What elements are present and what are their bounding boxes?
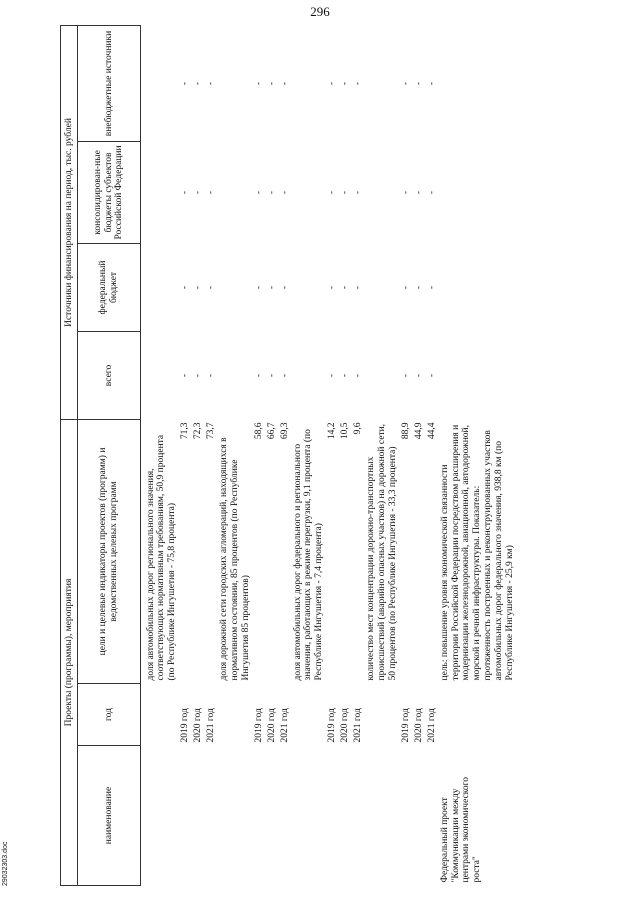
row-total: - (327, 373, 338, 378)
row-value: 71,3 (180, 422, 191, 440)
row-regional: - (266, 190, 277, 195)
row-value: 69,3 (279, 422, 290, 440)
row-total: - (426, 373, 437, 378)
row-total: - (413, 373, 424, 378)
row-extra: - (193, 81, 204, 86)
table-row (292, 25, 327, 885)
table-row (145, 25, 180, 885)
row-value: 44,9 (413, 422, 424, 440)
row-federal: - (413, 285, 424, 290)
row-total: - (279, 373, 290, 378)
row-year: 2019 год (180, 708, 191, 743)
row-regional: - (206, 190, 217, 195)
row-federal: - (180, 285, 191, 290)
table-row (426, 25, 439, 885)
header-col-extra: внебюджетные источники (78, 25, 141, 141)
row-total: - (193, 373, 204, 378)
table-row (326, 25, 339, 885)
row-total: - (266, 373, 277, 378)
header-col-name: наименование (78, 746, 141, 886)
table-row (365, 25, 400, 885)
table-row (179, 25, 192, 885)
page-number: 296 (310, 4, 330, 19)
row-federal: - (266, 285, 277, 290)
row-extra: - (279, 81, 290, 86)
row-regional: - (279, 190, 290, 195)
row-federal: - (400, 285, 411, 290)
row-extra: - (426, 81, 437, 86)
table-row (339, 25, 352, 885)
header-col-regional: консолидирован-ные бюджеты субъектов Российской Федерации (78, 141, 141, 243)
row-federal: - (327, 285, 338, 290)
row-extra: - (206, 81, 217, 86)
table-row (400, 25, 413, 885)
final-goal: цель: повышение уровня экономической связанности территории Российской Федерации посредством расширения и модернизации железнодорожной, авиационной, автодорожной, морской и речной инфраструктуры. Показатель: протяженность построенных и реконструированных участков автомобильных дорог федерального значения, 938,8 км (по Республике Ингушетия - 25,9 км) (439, 424, 516, 681)
row-goal: доля автомобильных дорог регионального значения, соответствующих нормативным требованиям, 50,9 процента (по Республике Ингушетия - 75,8 процента) (145, 434, 178, 681)
header-group-funding: Источники финансирования на период, тыс. рублей (61, 25, 78, 419)
funding-table (60, 25, 517, 886)
row-goal: количество мест концентрации дорожно-транспортных происшествий (аварийно опасных участков) на дорожной сети, 50 процентов (по Республике Ингушетия - 33,3 процента) (366, 423, 398, 681)
row-value: 72,3 (193, 422, 204, 440)
row-year: 2021 год (279, 708, 290, 743)
row-value: 66,7 (266, 422, 277, 440)
row-total: - (253, 373, 264, 378)
table-row (279, 25, 292, 885)
row-regional: - (180, 190, 191, 195)
row-regional: - (413, 190, 424, 195)
row-federal: - (426, 285, 437, 290)
row-year: 2020 год (266, 708, 277, 743)
row-value: 73,7 (206, 422, 217, 440)
row-total: - (180, 373, 191, 378)
row-total: - (206, 373, 217, 378)
row-total: - (353, 373, 364, 378)
row-goal: доля дорожной сети городских агломераций, находящихся в нормативном состоянии, 85 процентов (по Республике Ингушетия 85 процентов) (219, 437, 251, 681)
row-year (292, 684, 327, 746)
table-body (141, 25, 518, 885)
table-row (253, 25, 266, 885)
row-extra: - (266, 81, 277, 86)
row-year: 2021 год (206, 708, 217, 743)
row-value: 9,6 (353, 422, 364, 435)
row-year: 2020 год (340, 708, 351, 743)
row-value: 58,6 (253, 422, 264, 440)
row-year: 2020 год (193, 708, 204, 743)
row-year: 2021 год (426, 708, 437, 743)
table-row (192, 25, 205, 885)
row-year: 2019 год (327, 708, 338, 743)
row-federal: - (206, 285, 217, 290)
row-value: 14,2 (327, 422, 338, 440)
row-regional: - (400, 190, 411, 195)
row-total: - (340, 373, 351, 378)
row-regional: - (327, 190, 338, 195)
row-regional: - (340, 190, 351, 195)
row-year (145, 684, 180, 746)
row-regional: - (353, 190, 364, 195)
row-regional: - (426, 190, 437, 195)
row-value: 88,9 (400, 422, 411, 440)
footer-filename: 29032303.doc (2, 841, 9, 886)
row-regional: - (253, 190, 264, 195)
table-row (266, 25, 279, 885)
row-extra: - (180, 81, 191, 86)
header-group-projects: Проекты (программы), мероприятия (61, 419, 78, 885)
row-goal: доля автомобильных дорог федерального и регионального значения, работающих в режиме перегрузки, 9,1 процента (по Республике Ингушетия - 7,4 процента) (292, 429, 325, 681)
row-federal: - (193, 285, 204, 290)
table-row (205, 25, 218, 885)
row-extra: - (340, 81, 351, 86)
row-total: - (400, 373, 411, 378)
row-year: 2021 год (353, 708, 364, 743)
table-row (352, 25, 365, 885)
row-federal: - (340, 285, 351, 290)
row-federal: - (279, 285, 290, 290)
row-value: 44,4 (426, 422, 437, 440)
row-regional: - (193, 190, 204, 195)
row-year: 2019 год (253, 708, 264, 743)
header-col-goals: цели и целевые индикаторы проектов (программ) и ведомственных целевых программ (78, 419, 141, 683)
header-col-federal: федеральный бюджет (78, 243, 141, 331)
row-year (218, 684, 253, 746)
row-year: 2019 год (400, 708, 411, 743)
row-extra: - (253, 81, 264, 86)
table-row (439, 25, 517, 885)
row-extra: - (400, 81, 411, 86)
table-row (218, 25, 253, 885)
row-extra: - (353, 81, 364, 86)
row-federal: - (253, 285, 264, 290)
row-year: 2020 год (413, 708, 424, 743)
table-row (413, 25, 426, 885)
header-col-year: год (78, 684, 141, 746)
row-extra: - (413, 81, 424, 86)
row-value: 10,5 (340, 422, 351, 440)
rotated-page (60, 26, 620, 886)
row-federal: - (353, 285, 364, 290)
row-year (365, 684, 400, 746)
project-name: Федеральный проект "Коммуникации между центрами экономического роста" (439, 776, 483, 883)
row-extra: - (327, 81, 338, 86)
header-col-total: всего (78, 331, 141, 419)
